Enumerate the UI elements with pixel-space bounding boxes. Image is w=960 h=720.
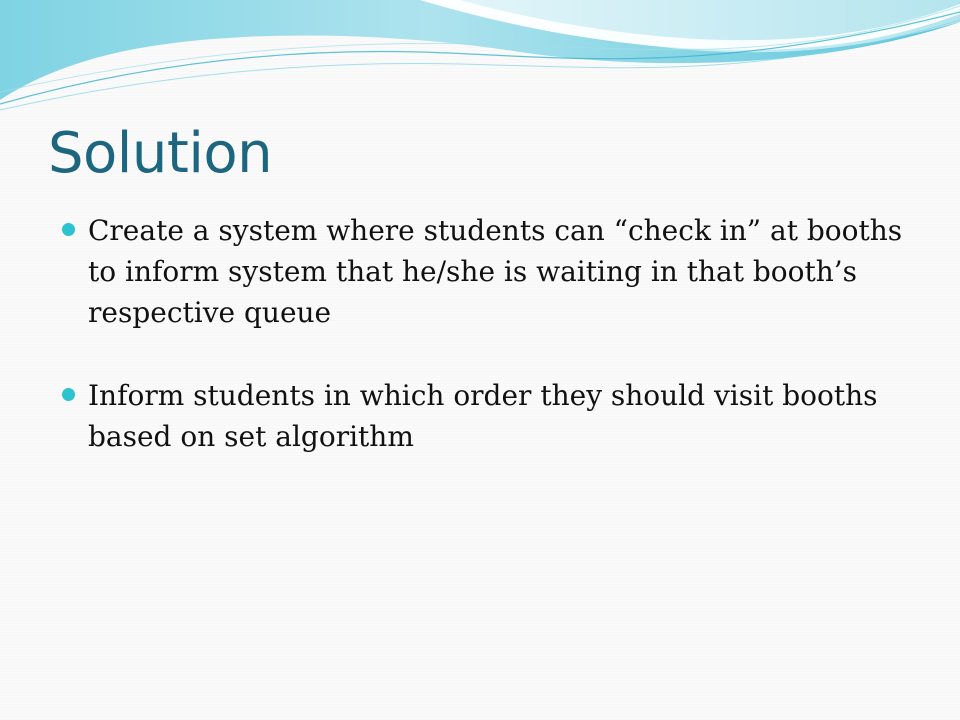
bullet-text: Inform students in which order they should visit booths based on set algorithm <box>88 379 878 453</box>
header-wave-decoration <box>0 0 960 130</box>
bullet-text: Create a system where students can “check in” at booths to inform system that he/she is waiting in that booth’s respective queue <box>88 214 903 329</box>
list-item <box>62 210 922 333</box>
bullet-icon <box>62 388 75 401</box>
list-item <box>62 375 922 457</box>
slide-title: Solution <box>48 121 273 186</box>
bullet-icon <box>62 223 75 236</box>
bullet-list <box>62 210 922 499</box>
